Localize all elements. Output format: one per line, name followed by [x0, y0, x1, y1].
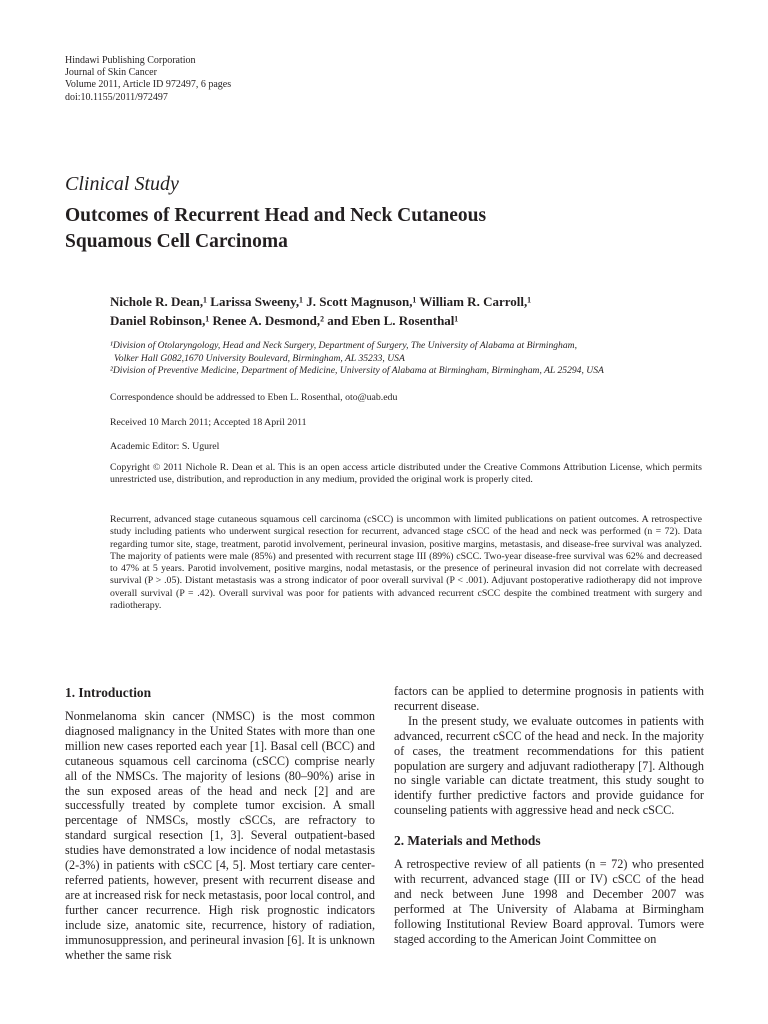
- methods-paragraph-1: A retrospective review of all patients (n = 72) who presented with recurrent, advanced stage (III or IV) cSCC of the head and neck between June 1998 and December 2007 was performed at The University of Alabama at Birmingham following Institutional Review Board approval. Tumors were staged according to the American Joint Committee on: [394, 857, 704, 946]
- author-list: [110, 293, 730, 330]
- affiliation-1-line-1: ¹Division of Otolaryngology, Head and Neck Surgery, Department of Surgery, The University of Alabama at Birmingham,: [110, 340, 577, 351]
- authors-line-1: Nichole R. Dean,¹ Larissa Sweeny,¹ J. Scott Magnuson,¹ William R. Carroll,¹: [110, 294, 532, 309]
- left-column: [65, 684, 375, 962]
- introduction-heading: 1. Introduction: [65, 685, 152, 700]
- academic-editor: Academic Editor: S. Ugurel: [110, 441, 220, 452]
- abstract: Recurrent, advanced stage cutaneous squamous cell carcinoma (cSCC) is uncommon with limited publications on patient outcomes. A retrospective study including patients who underwent surgical resection for recurrent, advanced stage cSCC of the head and neck was performed (n = 72). Data regarding tumor site, stage, treatment, parotid involvement, perineural invasion, positive margins, metastasis, and disease-free survival was analyzed. The majority of patients were male (85%) and presented with recurrent stage III (89%) cSCC. Two-year disease-free survival was 62% and decreased to 47% at 5 years. Parotid involvement, positive margins, nodal metastasis, or the presence of perineural invasion did not correlate with decreased survival (P > .05). Distant metastasis was a strong indicator of poor overall survival (P < .001). Adjuvant postoperative radiotherapy did not improve overall survival (P = .42). Overall survival was poor for patients with advanced recurrent cSCC despite the combined treatment with surgery and radiotherapy.: [110, 514, 702, 612]
- introduction-continuation: factors can be applied to determine prognosis in patients with recurrent disease.: [394, 684, 704, 713]
- methods-heading: 2. Materials and Methods: [394, 833, 541, 849]
- received-dates: Received 10 March 2011; Accepted 18 April 2011: [110, 417, 307, 428]
- volume-info: Volume 2011, Article ID 972497, 6 pages: [65, 79, 232, 91]
- title-line-2: Squamous Cell Carcinoma: [65, 231, 288, 252]
- affiliation-2: ²Division of Preventive Medicine, Department of Medicine, University of Alabama at Birmingham, Birmingham, AL 25294, USA: [110, 365, 604, 376]
- introduction-paragraph-2: In the present study, we evaluate outcomes in patients with advanced, recurrent cSCC of the head and neck. In the majority of cases, the treatment recommendations for this patient population are surgery and adjuvant radiotherapy [7]. Although no single variable can dictate treatment, this study sought to identify further predictive factors and provide guidance for counseling patients with aggressive head and neck cSCC.: [394, 713, 704, 818]
- journal-header: [65, 55, 465, 104]
- article-type: Clinical Study: [65, 173, 179, 195]
- affiliations: [110, 340, 730, 378]
- journal-name: Journal of Skin Cancer: [65, 67, 157, 79]
- right-column: [394, 684, 704, 947]
- authors-line-2: Daniel Robinson,¹ Renee A. Desmond,² and Eben L. Rosenthal¹: [110, 312, 459, 328]
- copyright-notice: Copyright © 2011 Nichole R. Dean et al. This is an open access article distributed under the Creative Commons Attribution License, which permits unrestricted use, distribution, and reproduction in any medium, provided the original work is properly cited.: [110, 462, 702, 486]
- publisher-name: Hindawi Publishing Corporation: [65, 55, 196, 66]
- title-line-1: Outcomes of Recurrent Head and Neck Cutaneous: [65, 205, 487, 226]
- introduction-paragraph-1: Nonmelanoma skin cancer (NMSC) is the most common diagnosed malignancy in the United States with more than one million new cases reported each year [1]. Basal cell (BCC) and cutaneous squamous cell carcinoma (cSCC) comprise nearly all of the NMSCs. The majority of lesions (80–90%) arise in the sun exposed areas of the head and neck [2] and are successfully treated by complete tumor excision. A small percentage of NMSCs, mostly cSCCs, are refractory to standard surgical resection [1, 3]. Several outpatient-based studies have demonstrated a low incidence of nodal metastasis (2-3%) in patients with cSCC [4, 5]. Most tertiary care center-referred patients, however, present with recurrent disease and are at increased risk for neck metastasis, poor local control, and further cancer recurrence. High risk prognostic indicators include size, anatomic site, recurrence, history of radiation, immunosuppression, and perineural invasion [6]. It is unknown whether the same risk: [65, 709, 375, 962]
- article-title: [65, 203, 725, 255]
- affiliation-1-line-2: Volker Hall G082,1670 University Boulevard, Birmingham, AL 35233, USA: [114, 352, 405, 364]
- doi: doi:10.1155/2011/972497: [65, 91, 168, 103]
- correspondence: Correspondence should be addressed to Eben L. Rosenthal, oto@uab.edu: [110, 392, 398, 403]
